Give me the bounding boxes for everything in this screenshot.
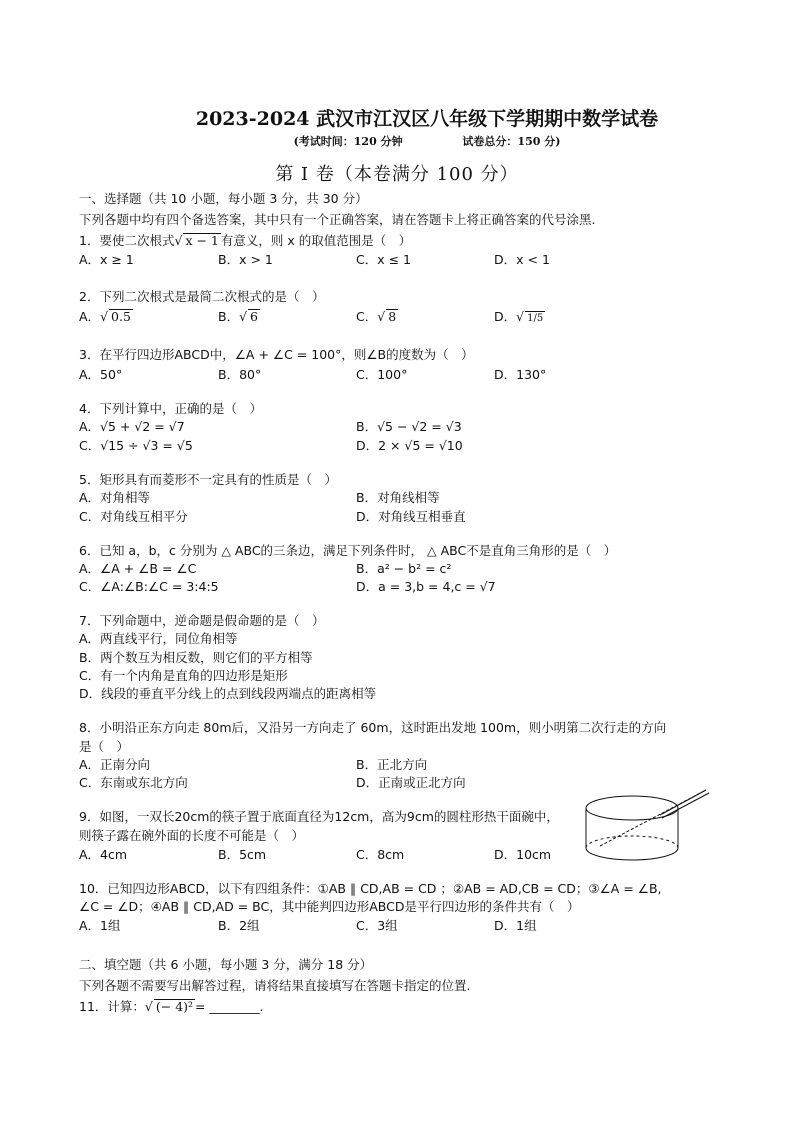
q3-option-c: C．100° [356,367,408,382]
bowl-bottom-front [586,848,678,860]
q10-stem-line2: ∠C = ∠D；④AB ∥ CD,AD = BC，其中能判四边形ABCD是平行四边形的条件共有（ ） [79,899,580,914]
q8-stem-line1: 8．小明沿正东方向走 80m后，又沿另一方向走了 60m，这时距出发地 100m，则小明第二次行走的方向 [79,720,667,735]
q9-option-b: B．5cm [218,847,267,862]
total-score: 试卷总分：150 分) [462,135,561,148]
q2-option-c: C．√ 8 [356,309,397,324]
q4-stem: 4．下列计算中，正确的是（ ） [79,401,262,416]
q4-option-b: B．√5 − √2 = √3 [356,419,462,434]
q6-option-c: C．∠A:∠B:∠C = 3:4:5 [79,579,219,594]
q10-option-a: A．1组 [79,918,121,933]
q5-option-a: A．对角相等 [79,490,151,505]
chopstick-2 [662,793,709,818]
q9-option-c: C．8cm [356,847,405,862]
q10-option-c: C．3组 [356,918,398,933]
q6-option-d: D．a = 3,b = 4,c = √7 [356,579,496,594]
section2-heading: 二、填空题（共 6 小题，每小题 3 分，满分 18 分） [79,957,373,972]
section1-heading: 一、选择题（共 10 小题，每小题 3 分，共 30 分） [79,191,368,206]
q3-option-d: D．130° [494,367,547,382]
q8-option-c: C．东南或东北方向 [79,775,188,790]
q9-stem-line1: 9．如图，一双长20cm的筷子置于底面直径为12cm，高为9cm的圆柱形热干面碗中， [79,809,559,824]
q5-stem: 5．矩形具有而菱形不一定具有的性质是（ ） [79,472,337,487]
q1-stem: 1．要使二次根式√ x − 1 有意义，则 x 的取值范围是（ ） [79,233,412,248]
q7-option-a: A．两直线平行，同位角相等 [79,631,238,646]
q7-option-d: D．线段的垂直平分线上的点到线段两端点的距离相等 [79,686,377,701]
bowl-bottom-back [586,836,678,848]
q1-option-b: B．x > 1 [218,252,273,267]
bowl-figure [582,788,712,866]
q3-option-a: A．50° [79,367,123,382]
q1-option-d: D．x < 1 [494,252,550,267]
q6-option-b: B．a² − b² = c² [356,561,452,576]
section1-instruction: 下列各题中均有四个备选答案，其中只有一个正确答案，请在答题卡上将正确答案的代号涂黑. [79,212,596,227]
q4-option-c: C．√15 ÷ √3 = √5 [79,438,193,453]
q5-option-b: B．对角线相等 [356,490,440,505]
q11-radical: (− 4)² [155,999,194,1014]
q11-stem: 11．计算：√ (− 4)² = ________. [79,999,264,1014]
q1-option-c: C．x ≤ 1 [356,252,411,267]
q1-radical: x − 1 [185,233,219,248]
q8-stem-line2: 是（ ） [79,739,130,754]
q2-option-d: D．√ 1/5 [494,309,544,324]
q9-stem-line2: 则筷子露在碗外面的长度不可能是（ ） [79,828,305,843]
part-title: 第 I 卷（本卷满分 100 分） [275,164,519,185]
q5-option-d: D．对角线互相垂直 [356,509,466,524]
q7-stem: 7．下列命题中，逆命题是假命题的是（ ） [79,613,325,628]
q7-option-c: C．有一个内角是直角的四边形是矩形 [79,668,288,683]
q5-option-c: C．对角线互相平分 [79,509,188,524]
q8-option-d: D．正南或正北方向 [356,775,466,790]
q7-option-b: B．两个数互为相反数，则它们的平方相等 [79,650,313,665]
q2-stem: 2．下列二次根式是最简二次根式的是（ ） [79,289,325,304]
q4-option-a: A．√5 + √2 = √7 [79,419,185,434]
q4-option-d: D．2 × √5 = √10 [356,438,463,453]
q2-option-a: A．√ 0.5 [79,309,131,324]
q6-option-a: A．∠A + ∠B = ∠C [79,561,197,576]
q1-option-a: A．x ≥ 1 [79,252,134,267]
q6-stem: 6．已知 a，b，c 分别为 △ ABC的三条边，满足下列条件时， △ ABC不是直角三角形的是（ ） [79,543,617,558]
q8-option-a: A．正南分向 [79,757,151,772]
q8-option-b: B．正北方向 [356,757,428,772]
q3-option-b: B．80° [218,367,262,382]
chopstick-1 [660,790,706,815]
q9-option-a: A．4cm [79,847,128,862]
q9-option-d: D．10cm [494,847,552,862]
q2-option-b: B．√ 6 [218,309,258,324]
exam-title: 2023-2024 武汉市江汉区八年级下学期期中数学试卷 [195,108,659,130]
q10-option-d: D．1组 [494,918,537,933]
q3-stem: 3．在平行四边形ABCD中，∠A + ∠C = 100°，则∠B的度数为（ ） [79,347,474,362]
exam-info [0,133,794,149]
q10-option-b: B．2组 [218,918,260,933]
q10-stem-line1: 10．已知四边形ABCD，以下有四组条件：①AB ∥ CD,AB = CD ；②AB = AD,CB = CD；③∠A = ∠B, [79,881,662,896]
section2-instruction: 下列各题不需要写出解答过程，请将结果直接填写在答题卡指定的位置. [79,978,471,993]
exam-time: (考试时间：120 分钟 [293,135,403,148]
